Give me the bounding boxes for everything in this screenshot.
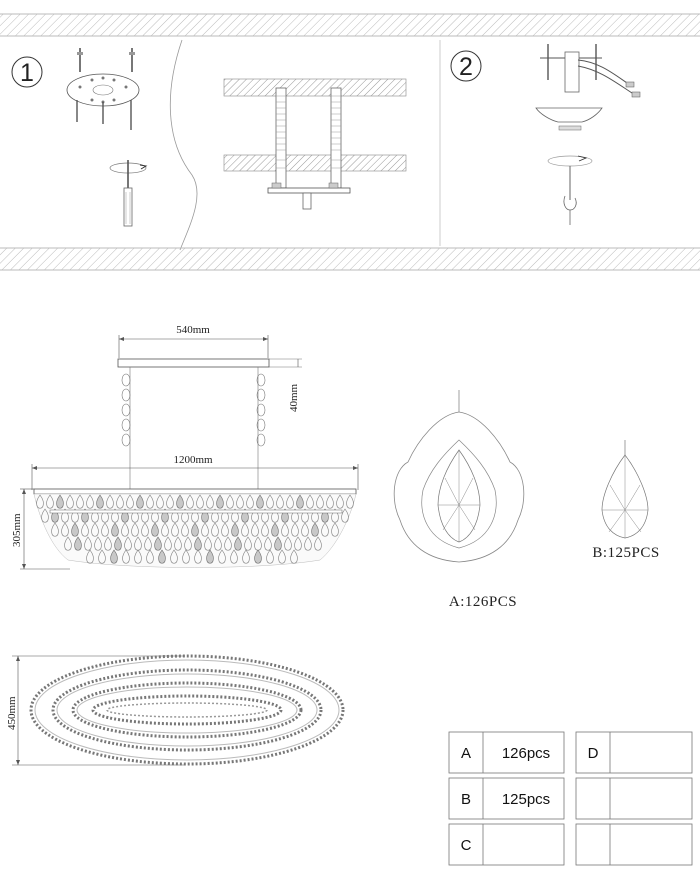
dim-plan-depth: 450mm (6, 696, 18, 730)
step-1-panel (12, 40, 440, 250)
crystal-body (34, 494, 356, 568)
hanging-hook-icon (548, 156, 592, 225)
table-row-qty: 126pcs (501, 745, 551, 762)
ceiling-band-top (0, 14, 700, 36)
plan-view (6, 656, 343, 765)
ceiling-band-middle (0, 248, 700, 270)
table-row-key: B (460, 791, 472, 808)
crystal-b-label: B:125PCS (592, 545, 660, 561)
wavy-divider (170, 40, 197, 250)
mounting-plate-icon (67, 48, 139, 130)
suspension-chains (122, 367, 265, 490)
frame-ring (34, 489, 356, 494)
table-row-key: C (460, 837, 472, 854)
bracket-wiring-icon (540, 44, 640, 97)
dim-overall-width: 1200mm (173, 454, 213, 466)
table-row-qty: 125pcs (501, 791, 551, 808)
step-1-number: 1 (20, 59, 34, 87)
canopy-icon (536, 108, 602, 130)
table-row-key2: D (587, 745, 599, 762)
dim-canopy-height: 40mm (288, 383, 300, 412)
wall-anchor-icon (110, 160, 146, 226)
table-row-key: A (460, 745, 472, 762)
canopy-bar (118, 359, 269, 367)
crystal-a-label: A:126PCS (448, 594, 518, 610)
crystal-b-drawing (592, 440, 659, 561)
ceiling-section-icon (224, 79, 406, 209)
front-elevation (11, 324, 358, 569)
crystal-a-drawing (394, 390, 524, 610)
dim-body-height: 305mm (11, 513, 23, 547)
parts-table (449, 732, 692, 865)
dim-top-width: 540mm (176, 324, 210, 336)
step-2-number: 2 (459, 53, 473, 81)
step-2-panel (451, 44, 640, 225)
